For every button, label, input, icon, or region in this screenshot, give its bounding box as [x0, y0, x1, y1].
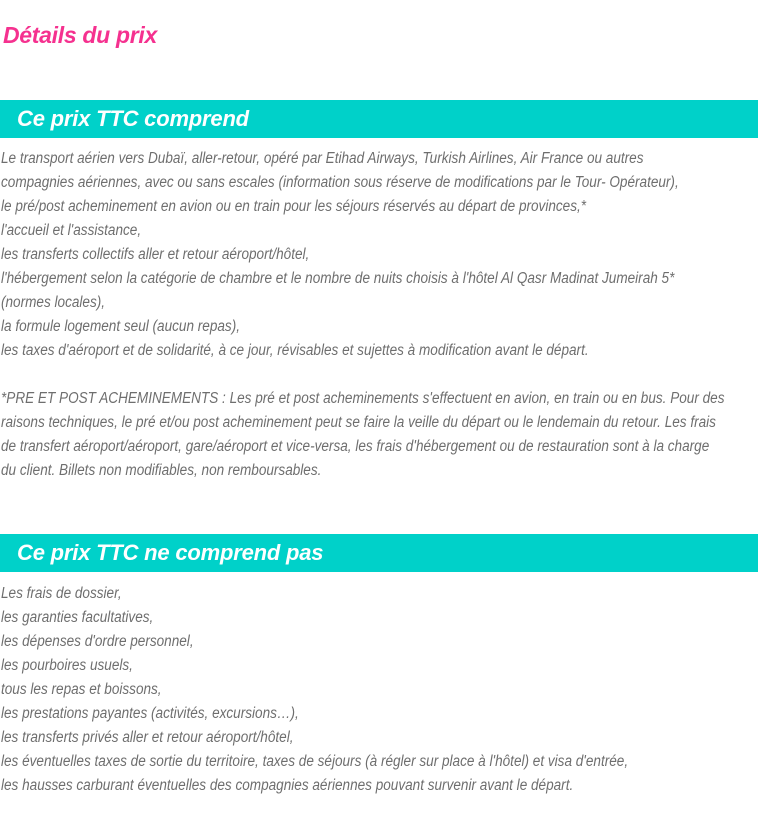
footnote-line: *PRE ET POST ACHEMINEMENTS : Les pré et post acheminements s'effectuent en avion, en train ou en bus. Pour des [1, 390, 725, 407]
included-item-line: la formule logement seul (aucun repas), [1, 318, 240, 335]
excluded-item-line: les garanties facultatives, [1, 609, 154, 626]
included-item-line: (normes locales), [1, 294, 106, 311]
excluded-item-line: les transferts privés aller et retour aéroport/hôtel, [1, 729, 294, 746]
included-item-line: compagnies aériennes, avec ou sans escales (information sous réserve de modifications par le Tour- Opérateur), [1, 174, 679, 191]
included-items-list [1, 147, 758, 483]
included-section-header-label: Ce prix TTC comprend [17, 106, 249, 131]
included-section-header [0, 100, 758, 138]
included-item-line: le pré/post acheminement en avion ou en train pour les séjours réservés au départ de provinces,* [1, 198, 587, 215]
pre-post-acheminements-footnote [1, 387, 758, 483]
included-item-line: les taxes d'aéroport et de solidarité, à ce jour, révisables et sujettes à modification avant le départ. [1, 342, 589, 359]
footnote-line: du client. Billets non modifiables, non remboursables. [1, 462, 322, 479]
excluded-item-line: les dépenses d'ordre personnel, [1, 633, 194, 650]
excluded-item-line: les hausses carburant éventuelles des compagnies aériennes pouvant survenir avant le départ. [1, 777, 574, 794]
included-item-line: Le transport aérien vers Dubaï, aller-retour, opéré par Etihad Airways, Turkish Airlines, Air France ou autres [1, 150, 644, 167]
included-item-line: les transferts collectifs aller et retour aéroport/hôtel, [1, 246, 310, 263]
excluded-items-list [1, 582, 758, 798]
included-item-line: l'accueil et l'assistance, [1, 222, 142, 239]
excluded-section-header-label: Ce prix TTC ne comprend pas [17, 540, 324, 565]
excluded-item-line: les éventuelles taxes de sortie du territoire, taxes de séjours (à régler sur place à l'hôtel) et visa d'entrée, [1, 753, 629, 770]
excluded-item-line: les prestations payantes (activités, excursions…), [1, 705, 299, 722]
footnote-line: de transfert aéroport/aéroport, gare/aéroport et vice-versa, les frais d'hébergement ou de restauration sont à la charge [1, 438, 710, 455]
excluded-item-line: tous les repas et boissons, [1, 681, 162, 698]
excluded-item-line: Les frais de dossier, [1, 585, 122, 602]
excluded-section-header [0, 534, 758, 572]
page-title: Détails du prix [3, 22, 157, 48]
included-item-line: l'hébergement selon la catégorie de chambre et le nombre de nuits choisis à l'hôtel Al Qasr Madinat Jumeirah 5* [1, 270, 675, 287]
excluded-item-line: les pourboires usuels, [1, 657, 133, 674]
footnote-line: raisons techniques, le pré et/ou post acheminement peut se faire la veille du départ ou le lendemain du retour. Les frais [1, 414, 716, 431]
